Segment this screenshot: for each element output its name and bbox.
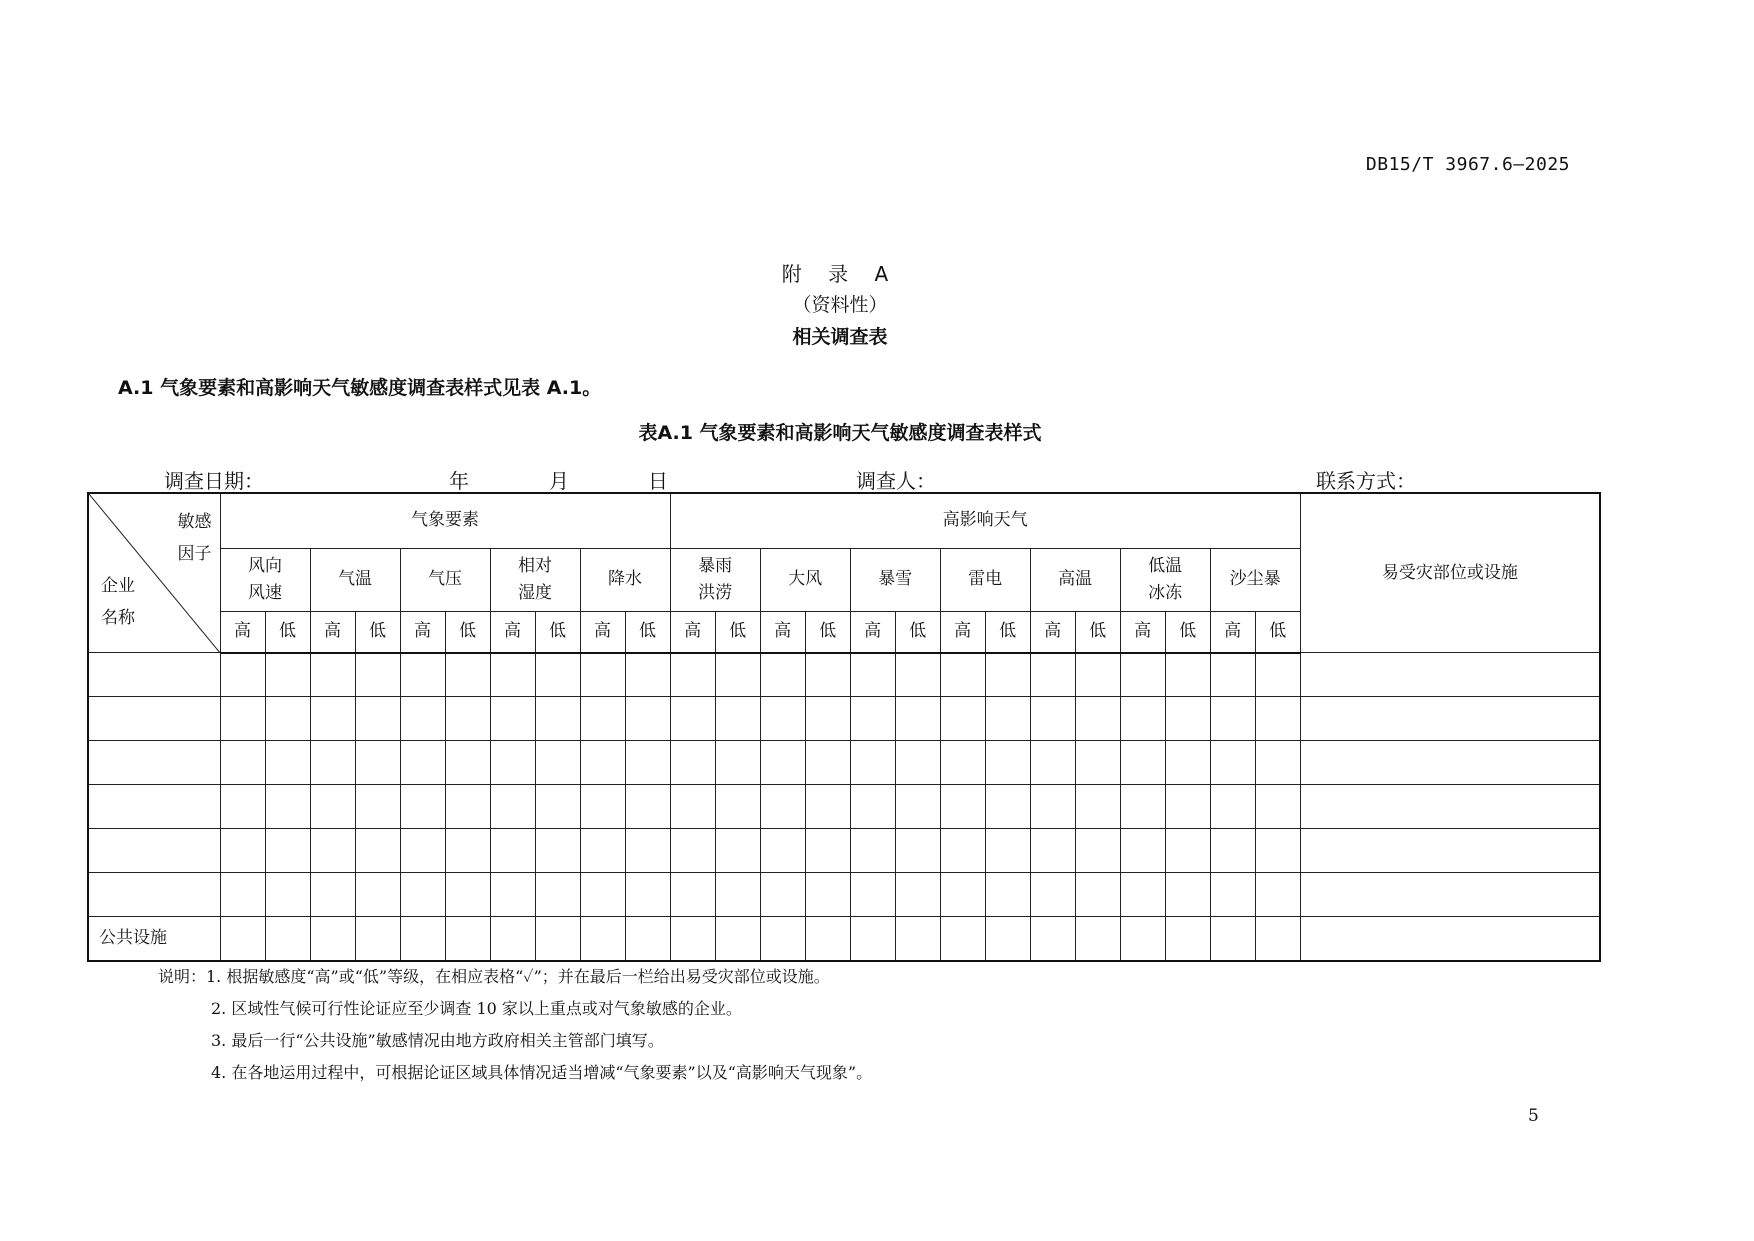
check-cell[interactable] <box>1075 873 1120 917</box>
level-high-header: 高 <box>310 612 355 653</box>
check-cell[interactable] <box>220 917 265 961</box>
check-cell[interactable] <box>1165 873 1210 917</box>
check-cell[interactable] <box>355 741 400 785</box>
check-cell[interactable] <box>985 873 1030 917</box>
factor-label: 暴雨 <box>698 555 733 576</box>
month-label: 月 <box>549 469 569 493</box>
table-row <box>88 829 1600 873</box>
check-cell[interactable] <box>220 785 265 829</box>
check-cell[interactable] <box>580 741 625 785</box>
check-cell[interactable] <box>1165 917 1210 961</box>
table-row <box>88 741 1600 785</box>
check-cell[interactable] <box>1075 829 1120 873</box>
check-cell[interactable] <box>625 873 670 917</box>
day-label: 日 <box>648 469 668 493</box>
level-high-header: 高 <box>400 612 445 653</box>
factor-header <box>940 548 1030 611</box>
check-cell[interactable] <box>985 741 1030 785</box>
table-row <box>88 697 1600 741</box>
level-low-header: 低 <box>1075 612 1120 653</box>
level-high-header: 高 <box>1120 612 1165 653</box>
check-cell[interactable] <box>940 697 985 741</box>
appendix-type: （资料性） <box>792 294 888 316</box>
check-cell[interactable] <box>760 873 805 917</box>
check-cell[interactable] <box>310 873 355 917</box>
check-cell[interactable] <box>445 741 490 785</box>
check-cell[interactable] <box>355 917 400 961</box>
check-cell[interactable] <box>445 829 490 873</box>
year-label: 年 <box>449 469 469 493</box>
level-high-header: 高 <box>490 612 535 653</box>
check-cell[interactable] <box>580 653 625 697</box>
vulnerable-facility-cell[interactable] <box>1300 697 1600 741</box>
check-cell[interactable] <box>265 873 310 917</box>
check-cell[interactable] <box>625 829 670 873</box>
table-row <box>88 785 1600 829</box>
check-cell[interactable] <box>1120 917 1165 961</box>
check-cell[interactable] <box>715 697 760 741</box>
corner-label-company <box>101 570 135 635</box>
check-cell[interactable] <box>895 917 940 961</box>
factor-header <box>1120 548 1210 611</box>
check-cell[interactable] <box>895 829 940 873</box>
company-name-cell[interactable] <box>88 829 220 873</box>
check-cell[interactable] <box>265 697 310 741</box>
check-cell[interactable] <box>1255 741 1300 785</box>
level-low-header: 低 <box>1255 612 1300 653</box>
check-cell[interactable] <box>1165 697 1210 741</box>
check-cell[interactable] <box>670 741 715 785</box>
surveyor-label: 调查人： <box>856 469 936 493</box>
check-cell[interactable] <box>715 917 760 961</box>
check-cell[interactable] <box>760 829 805 873</box>
check-cell[interactable] <box>940 741 985 785</box>
check-cell[interactable] <box>625 697 670 741</box>
survey-table <box>87 492 1601 962</box>
check-cell[interactable] <box>490 785 535 829</box>
check-cell[interactable] <box>310 785 355 829</box>
check-cell[interactable] <box>1255 829 1300 873</box>
factor-label: 大风 <box>788 569 823 590</box>
factor-label: 风向 <box>248 555 282 576</box>
level-low-header: 低 <box>355 612 400 653</box>
check-cell[interactable] <box>1030 829 1075 873</box>
corner-text: 因子 <box>177 544 212 565</box>
check-cell[interactable] <box>895 741 940 785</box>
company-name-cell[interactable] <box>88 873 220 917</box>
check-cell[interactable] <box>1165 785 1210 829</box>
factor-label: 暴雪 <box>878 569 913 590</box>
check-cell[interactable] <box>535 785 580 829</box>
check-cell[interactable] <box>1075 785 1120 829</box>
level-high-header: 高 <box>580 612 625 653</box>
check-cell[interactable] <box>310 653 355 697</box>
check-cell[interactable] <box>490 653 535 697</box>
factor-label: 沙尘暴 <box>1229 569 1281 590</box>
factor-header <box>310 548 400 611</box>
check-cell[interactable] <box>535 873 580 917</box>
check-cell[interactable] <box>670 829 715 873</box>
check-cell[interactable] <box>445 653 490 697</box>
corner-text: 名称 <box>101 607 135 628</box>
check-cell[interactable] <box>940 653 985 697</box>
note-line: 4. 在各地运用过程中，可根据论证区域具体情况适当增减“气象要素”以及“高影响天气现象”。 <box>211 1063 873 1082</box>
check-cell[interactable] <box>535 741 580 785</box>
check-cell[interactable] <box>1030 741 1075 785</box>
check-cell[interactable] <box>625 741 670 785</box>
check-cell[interactable] <box>355 785 400 829</box>
check-cell[interactable] <box>400 653 445 697</box>
factor-header <box>670 548 760 611</box>
check-cell[interactable] <box>760 785 805 829</box>
company-name-cell[interactable] <box>88 653 220 697</box>
document-code: DB15/T 3967.6—2025 <box>1365 154 1570 175</box>
corner-text: 企业 <box>101 575 135 596</box>
check-cell[interactable] <box>535 829 580 873</box>
factor-label: 气温 <box>338 569 372 590</box>
check-cell[interactable] <box>400 785 445 829</box>
company-name-cell[interactable] <box>88 697 220 741</box>
check-cell[interactable] <box>895 873 940 917</box>
check-cell[interactable] <box>805 873 850 917</box>
check-cell[interactable] <box>760 917 805 961</box>
check-cell[interactable] <box>670 697 715 741</box>
check-cell[interactable] <box>1255 697 1300 741</box>
level-low-header: 低 <box>265 612 310 653</box>
check-cell[interactable] <box>220 873 265 917</box>
factor-label: 低温 <box>1148 555 1183 576</box>
check-cell[interactable] <box>265 917 310 961</box>
check-cell[interactable] <box>580 917 625 961</box>
check-cell[interactable] <box>1075 653 1120 697</box>
check-cell[interactable] <box>1075 697 1120 741</box>
factor-label: 降水 <box>608 569 643 590</box>
check-cell[interactable] <box>715 829 760 873</box>
table-row <box>88 917 1600 961</box>
level-high-header: 高 <box>670 612 715 653</box>
check-cell[interactable] <box>940 829 985 873</box>
check-cell[interactable] <box>220 653 265 697</box>
check-cell[interactable] <box>310 741 355 785</box>
check-cell[interactable] <box>535 653 580 697</box>
check-cell[interactable] <box>625 653 670 697</box>
check-cell[interactable] <box>400 829 445 873</box>
level-low-header: 低 <box>625 612 670 653</box>
check-cell[interactable] <box>1030 917 1075 961</box>
check-cell[interactable] <box>940 785 985 829</box>
check-cell[interactable] <box>310 697 355 741</box>
vulnerable-facility-cell[interactable] <box>1300 829 1600 873</box>
factor-header <box>400 548 490 611</box>
check-cell[interactable] <box>355 653 400 697</box>
factor-label: 雷电 <box>968 569 1003 590</box>
level-low-header: 低 <box>535 612 580 653</box>
factor-header <box>1210 548 1300 611</box>
factor-label: 气压 <box>428 569 462 590</box>
check-cell[interactable] <box>265 829 310 873</box>
check-cell[interactable] <box>850 873 895 917</box>
factor-label: 高温 <box>1058 569 1093 590</box>
vulnerable-facility-cell[interactable] <box>1300 785 1600 829</box>
check-cell[interactable] <box>715 785 760 829</box>
check-cell[interactable] <box>985 829 1030 873</box>
company-name-cell[interactable] <box>88 785 220 829</box>
vulnerable-facility-cell[interactable] <box>1300 741 1600 785</box>
check-cell[interactable] <box>355 697 400 741</box>
check-cell[interactable] <box>1120 873 1165 917</box>
level-low-header: 低 <box>715 612 760 653</box>
check-cell[interactable] <box>805 829 850 873</box>
table-row <box>88 653 1600 697</box>
check-cell[interactable] <box>265 741 310 785</box>
table-row <box>88 873 1600 917</box>
check-cell[interactable] <box>715 741 760 785</box>
check-cell[interactable] <box>355 829 400 873</box>
check-cell[interactable] <box>760 741 805 785</box>
group-header-weather: 高影响天气 <box>670 493 1300 548</box>
check-cell[interactable] <box>400 741 445 785</box>
check-cell[interactable] <box>625 785 670 829</box>
vulnerable-facility-cell[interactable] <box>1300 873 1600 917</box>
check-cell[interactable] <box>625 917 670 961</box>
check-cell[interactable] <box>1120 697 1165 741</box>
level-high-header: 高 <box>220 612 265 653</box>
check-cell[interactable] <box>1030 653 1075 697</box>
check-cell[interactable] <box>985 785 1030 829</box>
check-cell[interactable] <box>1120 829 1165 873</box>
level-high-header: 高 <box>850 612 895 653</box>
check-cell[interactable] <box>760 697 805 741</box>
appendix-title: 附 录 A <box>781 262 899 286</box>
check-cell[interactable] <box>445 873 490 917</box>
check-cell[interactable] <box>310 829 355 873</box>
check-cell[interactable] <box>670 653 715 697</box>
factor-header <box>760 548 850 611</box>
level-low-header: 低 <box>1165 612 1210 653</box>
check-cell[interactable] <box>445 917 490 961</box>
factor-label: 冰冻 <box>1148 583 1183 604</box>
note-line: 3. 最后一行“公共设施”敏感情况由地方政府相关主管部门填写。 <box>211 1031 664 1050</box>
level-high-header: 高 <box>1030 612 1075 653</box>
factor-label: 相对 <box>518 555 552 576</box>
level-high-header: 高 <box>1210 612 1255 653</box>
contact-label: 联系方式： <box>1316 469 1416 493</box>
factor-label: 风速 <box>248 583 282 604</box>
check-cell[interactable] <box>1210 917 1255 961</box>
check-cell[interactable] <box>1030 697 1075 741</box>
check-cell[interactable] <box>1210 785 1255 829</box>
check-cell[interactable] <box>400 917 445 961</box>
company-name-cell[interactable] <box>88 741 220 785</box>
check-cell[interactable] <box>1120 785 1165 829</box>
corner-label-factor <box>178 506 212 571</box>
check-cell[interactable] <box>850 785 895 829</box>
check-cell[interactable] <box>1030 873 1075 917</box>
check-cell[interactable] <box>1210 653 1255 697</box>
survey-date-label: 调查日期： <box>164 469 264 493</box>
header-vulnerable-facility: 易受灾部位或设施 <box>1300 493 1600 653</box>
check-cell[interactable] <box>805 653 850 697</box>
check-cell[interactable] <box>490 873 535 917</box>
vulnerable-facility-cell[interactable] <box>1300 653 1600 697</box>
check-cell[interactable] <box>1120 653 1165 697</box>
check-cell[interactable] <box>535 917 580 961</box>
check-cell[interactable] <box>580 697 625 741</box>
factor-label: 洪涝 <box>698 583 733 604</box>
check-cell[interactable] <box>265 785 310 829</box>
check-cell[interactable] <box>265 653 310 697</box>
check-cell[interactable] <box>1255 917 1300 961</box>
check-cell[interactable] <box>220 697 265 741</box>
public-facility-label[interactable]: 公共设施 <box>88 917 220 961</box>
check-cell[interactable] <box>490 829 535 873</box>
table-caption: 表A.1 气象要素和高影响天气敏感度调查表样式 <box>638 422 1042 444</box>
check-cell[interactable] <box>670 785 715 829</box>
page-number: 5 <box>1528 1106 1539 1126</box>
check-cell[interactable] <box>445 697 490 741</box>
check-cell[interactable] <box>1165 653 1210 697</box>
check-cell[interactable] <box>1210 697 1255 741</box>
check-cell[interactable] <box>670 917 715 961</box>
check-cell[interactable] <box>580 829 625 873</box>
check-cell[interactable] <box>670 873 715 917</box>
factor-header <box>220 548 310 611</box>
factor-header <box>490 548 580 611</box>
check-cell[interactable] <box>580 873 625 917</box>
check-cell[interactable] <box>850 829 895 873</box>
check-cell[interactable] <box>715 873 760 917</box>
check-cell[interactable] <box>220 741 265 785</box>
check-cell[interactable] <box>850 697 895 741</box>
check-cell[interactable] <box>490 741 535 785</box>
check-cell[interactable] <box>985 653 1030 697</box>
section-heading: A.1 气象要素和高影响天气敏感度调查表样式见表 A.1。 <box>118 377 602 399</box>
check-cell[interactable] <box>850 917 895 961</box>
level-low-header: 低 <box>445 612 490 653</box>
level-low-header: 低 <box>805 612 850 653</box>
level-low-header: 低 <box>895 612 940 653</box>
factor-header <box>850 548 940 611</box>
check-cell[interactable] <box>805 741 850 785</box>
check-cell[interactable] <box>940 917 985 961</box>
corner-header-cell <box>88 493 220 653</box>
check-cell[interactable] <box>1030 785 1075 829</box>
check-cell[interactable] <box>220 829 265 873</box>
group-header-meteo: 气象要素 <box>220 493 670 548</box>
check-cell[interactable] <box>985 917 1030 961</box>
note-line: 说明：1. 根据敏感度“高”或“低”等级，在相应表格“✓”；并在最后一栏给出易受灾部位或设施。 <box>158 967 830 986</box>
check-cell[interactable] <box>445 785 490 829</box>
level-high-header: 高 <box>940 612 985 653</box>
check-cell[interactable] <box>355 873 400 917</box>
check-cell[interactable] <box>1075 917 1120 961</box>
check-cell[interactable] <box>895 653 940 697</box>
check-cell[interactable] <box>1165 741 1210 785</box>
check-cell[interactable] <box>310 917 355 961</box>
check-cell[interactable] <box>940 873 985 917</box>
level-low-header: 低 <box>985 612 1030 653</box>
check-cell[interactable] <box>1120 741 1165 785</box>
check-cell[interactable] <box>1210 829 1255 873</box>
factor-label: 湿度 <box>518 583 552 604</box>
corner-text: 敏感 <box>177 512 212 532</box>
check-cell[interactable] <box>805 917 850 961</box>
check-cell[interactable] <box>805 785 850 829</box>
check-cell[interactable] <box>1255 873 1300 917</box>
level-high-header: 高 <box>760 612 805 653</box>
vulnerable-facility-cell[interactable] <box>1300 917 1600 961</box>
check-cell[interactable] <box>490 917 535 961</box>
check-cell[interactable] <box>1210 873 1255 917</box>
check-cell[interactable] <box>850 653 895 697</box>
check-cell[interactable] <box>400 873 445 917</box>
check-cell[interactable] <box>1255 653 1300 697</box>
check-cell[interactable] <box>535 697 580 741</box>
check-cell[interactable] <box>805 697 850 741</box>
check-cell[interactable] <box>490 697 535 741</box>
check-cell[interactable] <box>1255 785 1300 829</box>
check-cell[interactable] <box>400 697 445 741</box>
check-cell[interactable] <box>1075 741 1120 785</box>
check-cell[interactable] <box>1165 829 1210 873</box>
check-cell[interactable] <box>715 653 760 697</box>
appendix-name: 相关调查表 <box>792 326 888 348</box>
check-cell[interactable] <box>760 653 805 697</box>
check-cell[interactable] <box>580 785 625 829</box>
note-line: 2. 区域性气候可行性论证应至少调查 10 家以上重点或对气象敏感的企业。 <box>211 999 742 1018</box>
check-cell[interactable] <box>1210 741 1255 785</box>
check-cell[interactable] <box>985 697 1030 741</box>
check-cell[interactable] <box>895 785 940 829</box>
factor-header <box>580 548 670 611</box>
check-cell[interactable] <box>850 741 895 785</box>
check-cell[interactable] <box>895 697 940 741</box>
factor-header <box>1030 548 1120 611</box>
